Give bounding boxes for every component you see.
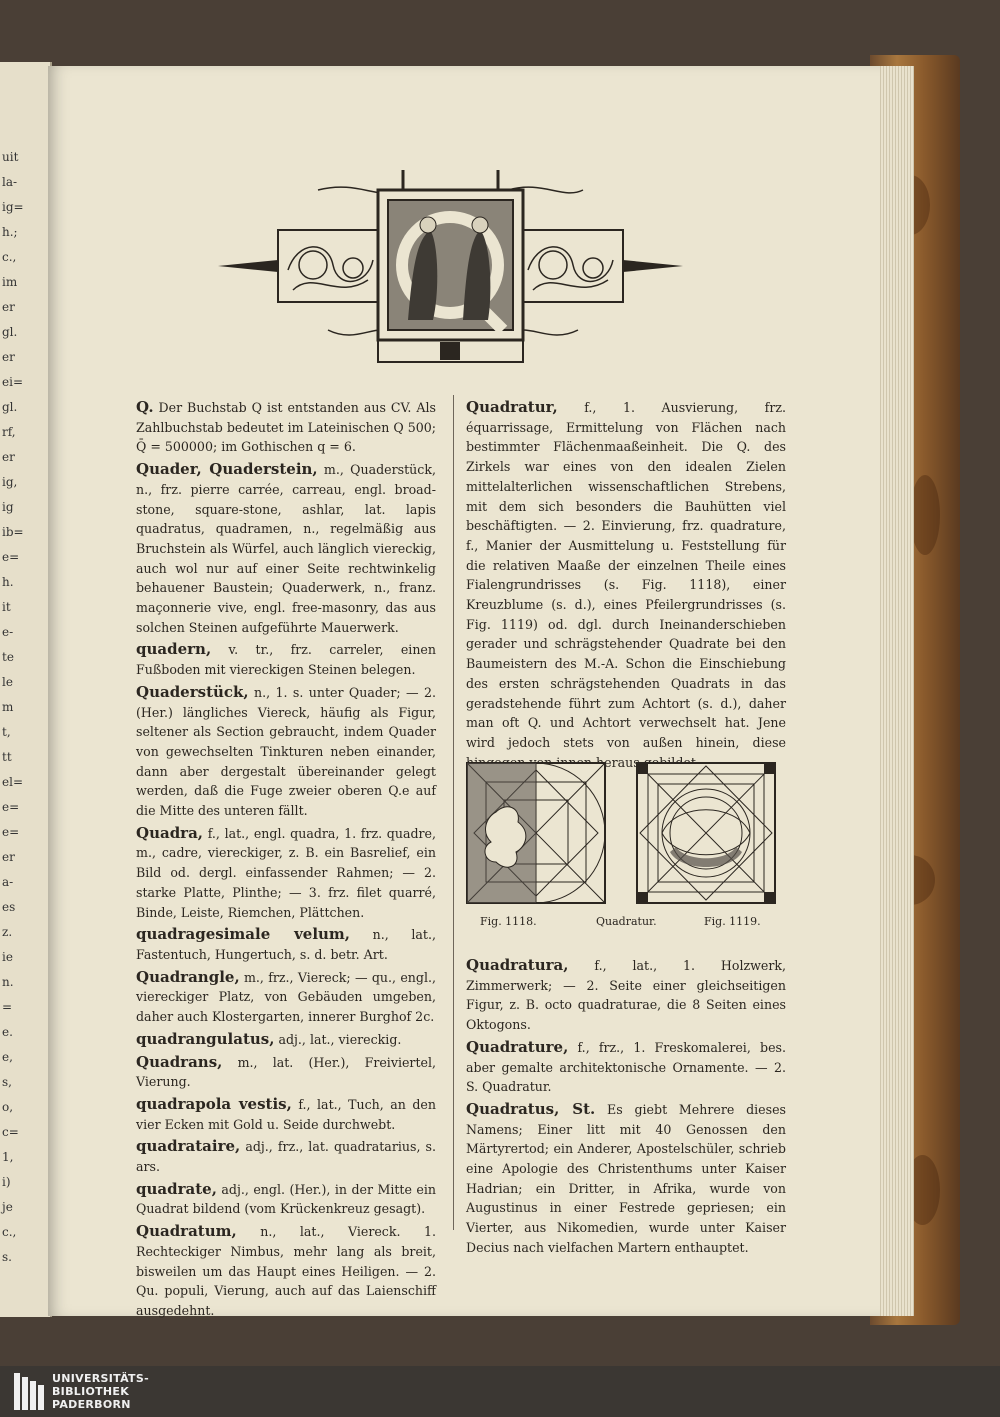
left-page-fragment: 1, <box>2 1150 14 1164</box>
left-page-fragment: n. <box>2 975 14 989</box>
entry-headword: Quader, Quaderstein, <box>136 460 318 479</box>
entry-headword: quadern, <box>136 640 212 659</box>
entry-body: f., 1. Ausvierung, frz. équarrissage, Ermittelung von Flächen nach bestimmter Flächenmaaßeinheit. Die Q. des Zirkels war eines von den idealen Zielen mittelalterlichen wissenschaftlichen Strebens, mit dem sich besonders die Bauhütten viel beschäftigten. — 2. Einvierung, frz. quadrature, f., Manier der Ausmittelung u. Feststellung für die relativen Maaße der einzelnen Theile eines Fialengrundrisses (s. Fig. 1118), einer Kreuzblume (s. d.), eines Pfeilergrundrisses (s. Fig. 1119) od. dgl. durch Ineinanderschieben gerader und schrägstehender Quadrate bei den Baumeistern des M.-A. Schon die Einschiebung des ersten schrägstehenden Quadrats in das geradstehende führt zum Achtort (s. d.), daher man oft Q. und Achtort verwechselt hat. Jene wird jedoch stets von außen hinein, diese heraus <box>466 400 786 770</box>
left-page-fragment: im <box>2 275 18 289</box>
left-page-fragment: ei= <box>2 375 23 389</box>
library-name <box>52 1372 149 1411</box>
left-page-fragment: la- <box>2 175 18 189</box>
left-page-fragment: ig, <box>2 475 18 489</box>
figures <box>466 762 786 912</box>
caption-fig-1118: Fig. 1118. <box>480 915 537 928</box>
dictionary-entry <box>136 460 436 637</box>
entry-body: adj., lat., viereckig. <box>274 1031 402 1047</box>
entry-headword: Quadratus, St. <box>466 1099 596 1118</box>
entry-body: adj., frz., lat. quadratarius, s. ars. <box>136 1139 436 1175</box>
left-page-fragment: er <box>2 350 15 364</box>
figure-1118 <box>466 762 606 904</box>
dictionary-entry <box>136 1137 436 1176</box>
left-page-fragment: z. <box>2 925 13 939</box>
left-page-fragment: je <box>2 1200 13 1214</box>
left-page-fragment: a- <box>2 875 14 889</box>
dictionary-entry <box>136 1030 436 1050</box>
left-page-fragment: er <box>2 850 15 864</box>
left-page-fragment: h. <box>2 575 14 589</box>
library-footer <box>0 1366 1000 1417</box>
library-line-2: BIBLIOTHEK <box>52 1385 130 1398</box>
entry-body: v. tr., frz. carreler, einen Fußboden mit viereckigen Steinen belegen. <box>136 642 436 678</box>
left-page-fragment: es <box>2 900 16 914</box>
left-page-fragment: e= <box>2 800 20 814</box>
left-page-fragment: h.; <box>2 225 18 239</box>
left-column <box>136 398 436 1324</box>
entry-headword: Quaderstück, <box>136 682 249 701</box>
left-page-fragment: ie <box>2 950 13 964</box>
entry-headword: Quadrans, <box>136 1052 223 1071</box>
entry-body: n., 1. s. unter Quader; — 2. (Her.) längliches Viereck, häufig als Figur, seltener als Section gebraucht, indem Quader von gewechselten Tinkturen neben einander, dann aber dergestalt übereinander gelegt werden, daß die Fuge zweier oberen Q.e auf die Mitte des unteren fällt. <box>136 684 436 819</box>
left-page-fragment: e- <box>2 625 14 639</box>
caption-quadratur: Quadratur. <box>596 915 657 928</box>
entry-headword: Quadrangle, <box>136 967 240 986</box>
column-divider <box>453 395 454 1230</box>
entry-body: m., Quaderstück, n., frz. pierre carrée, carreau, engl. broad-stone, square-stone, ashlar, lat. lapis quadratus, quadramen, n., regelmäßig aus Bruchstein als Würfel, auch länglich viereckig, auch wol nur auf einer Seite rechtwinkelig behauener Baustein; Quaderwerk, n., franz. maçonnerie vive, engl. free-masonry, das aus solchen Steinen aufgeführte Mauerwerk. <box>136 462 436 635</box>
entry-headword: quadrapola vestis, <box>136 1094 292 1113</box>
left-page-fragment: c., <box>2 1225 17 1239</box>
entry-body: f., lat., Tuch, an den vier Ecken mit Gold u. Seide durchwebt. <box>136 1096 437 1132</box>
dictionary-entry <box>136 1053 436 1092</box>
library-line-1: UNIVERSITÄTS- <box>52 1372 149 1385</box>
left-page-fragment: ib= <box>2 525 24 539</box>
entry-headword: quadrataire, <box>136 1137 241 1156</box>
figure-1119 <box>636 762 776 904</box>
ornamental-initial-q <box>218 170 683 390</box>
left-page-fragment: er <box>2 450 15 464</box>
dictionary-entry <box>136 398 436 457</box>
dictionary-entry <box>466 1038 786 1097</box>
dictionary-entry <box>136 824 436 923</box>
dictionary-entry <box>136 640 436 679</box>
entry-headword: Q. <box>136 398 154 416</box>
entry-headword: Quadratura, <box>466 956 569 974</box>
entry-body: adj., engl. (Her.), in der Mitte ein Quadrat bildend (vom Krückenkreuz gesagt). <box>136 1181 436 1217</box>
entry-body: n., lat., Viereck. 1. Rechteckiger Nimbus, mehr lang als breit, bisweilen um das Haupt eines Heiligen. — 2. Qu. populi, Vierung, auch auf das Laienschiff ausgedehnt. <box>136 1224 436 1318</box>
entry-body: f., lat., 1. Holzwerk, Zimmerwerk; — 2. Seite einer gleichseitigen Figur, z. B. octo quadraturae, die 8 Seiten eines Oktogons. <box>466 958 786 1033</box>
left-page-fragment: tt <box>2 750 12 764</box>
left-page-fragment: t, <box>2 725 11 739</box>
left-page-fragment: e= <box>2 550 20 564</box>
left-page-fragment: = <box>2 1000 13 1014</box>
left-page-fragment: te <box>2 650 14 664</box>
page-edges <box>878 66 914 1316</box>
left-page-fragment: it <box>2 600 11 614</box>
left-page-fragment: i) <box>2 1175 11 1189</box>
entry-headword: quadrangulatus, <box>136 1029 275 1048</box>
left-page-fragment: ig <box>2 500 14 514</box>
dictionary-entry <box>136 968 436 1027</box>
left-page-fragment: e= <box>2 825 20 839</box>
entry-body: m., lat. (Her.), Freiviertel, Vierung. <box>136 1054 436 1090</box>
dictionary-entry <box>466 1100 786 1258</box>
entry-headword: quadrate, <box>136 1179 217 1198</box>
dictionary-entry <box>466 956 786 1035</box>
entry-body: m., frz., Viereck; — qu., engl., viereckiger Platz, von Gebäuden umgeben, daher auch Klostergarten, innerer Burghof 2c. <box>136 969 436 1025</box>
left-page-fragment: uit <box>2 150 19 164</box>
left-page-fragment: m <box>2 700 14 714</box>
dictionary-entry <box>136 683 436 821</box>
left-page-fragment: rf, <box>2 425 16 439</box>
right-column <box>466 398 786 775</box>
entry-headword: quadragesimale velum, <box>136 925 351 944</box>
left-page-fragment: e, <box>2 1050 13 1064</box>
left-page-fragment: c., <box>2 250 17 264</box>
entry-headword: Quadratur, <box>466 398 558 416</box>
entry-body: f., lat., engl. quadra, 1. frz. quadre, m., cadre, viereckiger, z. B. ein Basrelief, ein Bild od. dergl. einfassender Rahmen; — 2. starke Platte, Plinthe; — 3. frz. filet quarré, Binde, Leiste, Riemchen, Plättchen. <box>136 825 436 920</box>
entry-body: Der Buchstab Q ist entstanden aus CV. Als Zahlbuchstab bedeutet im Lateinischen Q 500; Q̄ = 500000; im Gothischen q = 6. <box>136 400 436 455</box>
left-page-fragment: s, <box>2 1075 12 1089</box>
right-column-lower <box>466 956 786 1261</box>
left-page <box>0 62 52 1317</box>
left-page-fragment: er <box>2 300 15 314</box>
entry-headword: Quadrature, <box>466 1037 569 1056</box>
left-page-fragment: o, <box>2 1100 14 1114</box>
entry-body: n., lat., Fastentuch, Hungertuch, s. d. betr. Art. <box>136 927 436 962</box>
dictionary-entry <box>136 1095 436 1134</box>
left-page-fragment: gl. <box>2 325 18 339</box>
library-line-3: PADERBORN <box>52 1398 131 1411</box>
entry-body: Es giebt Mehrere dieses Namens; Einer litt mit 40 Genossen den Märtyrertod; ein Anderer, Apostelschüler, schrieb eine Apologie des Christenthums unter Kaiser Hadrian; ein Dritter, in Afrika, wurde von Augustinus in einer Festrede gepriesen; ein Vierter, aus Nikomedien, wurde unter Kaiser Decius nach vielfachen Martern enthauptet. <box>466 1101 786 1255</box>
left-page-fragment: e. <box>2 1025 13 1039</box>
caption-fig-1119: Fig. 1119. <box>704 915 761 928</box>
dictionary-entry <box>466 398 786 772</box>
left-page-fragment: c= <box>2 1125 19 1139</box>
entry-body: f., frz., 1. Freskomalerei, bes. aber gemalte architektonische Ornamente. — 2. S. Quadratur. <box>466 1039 786 1095</box>
library-logo-icon <box>14 1373 44 1410</box>
left-page-fragment: s. <box>2 1250 12 1264</box>
dictionary-entry <box>136 1180 436 1219</box>
left-page-fragment: el= <box>2 775 23 789</box>
entry-headword: Quadra, <box>136 823 204 842</box>
left-page-fragment: gl. <box>2 400 18 414</box>
left-page-fragment: le <box>2 675 13 689</box>
left-page-fragment: ig= <box>2 200 24 214</box>
dictionary-entry <box>136 925 436 964</box>
entry-headword: Quadratum, <box>136 1222 237 1241</box>
dictionary-entry <box>136 1222 436 1321</box>
